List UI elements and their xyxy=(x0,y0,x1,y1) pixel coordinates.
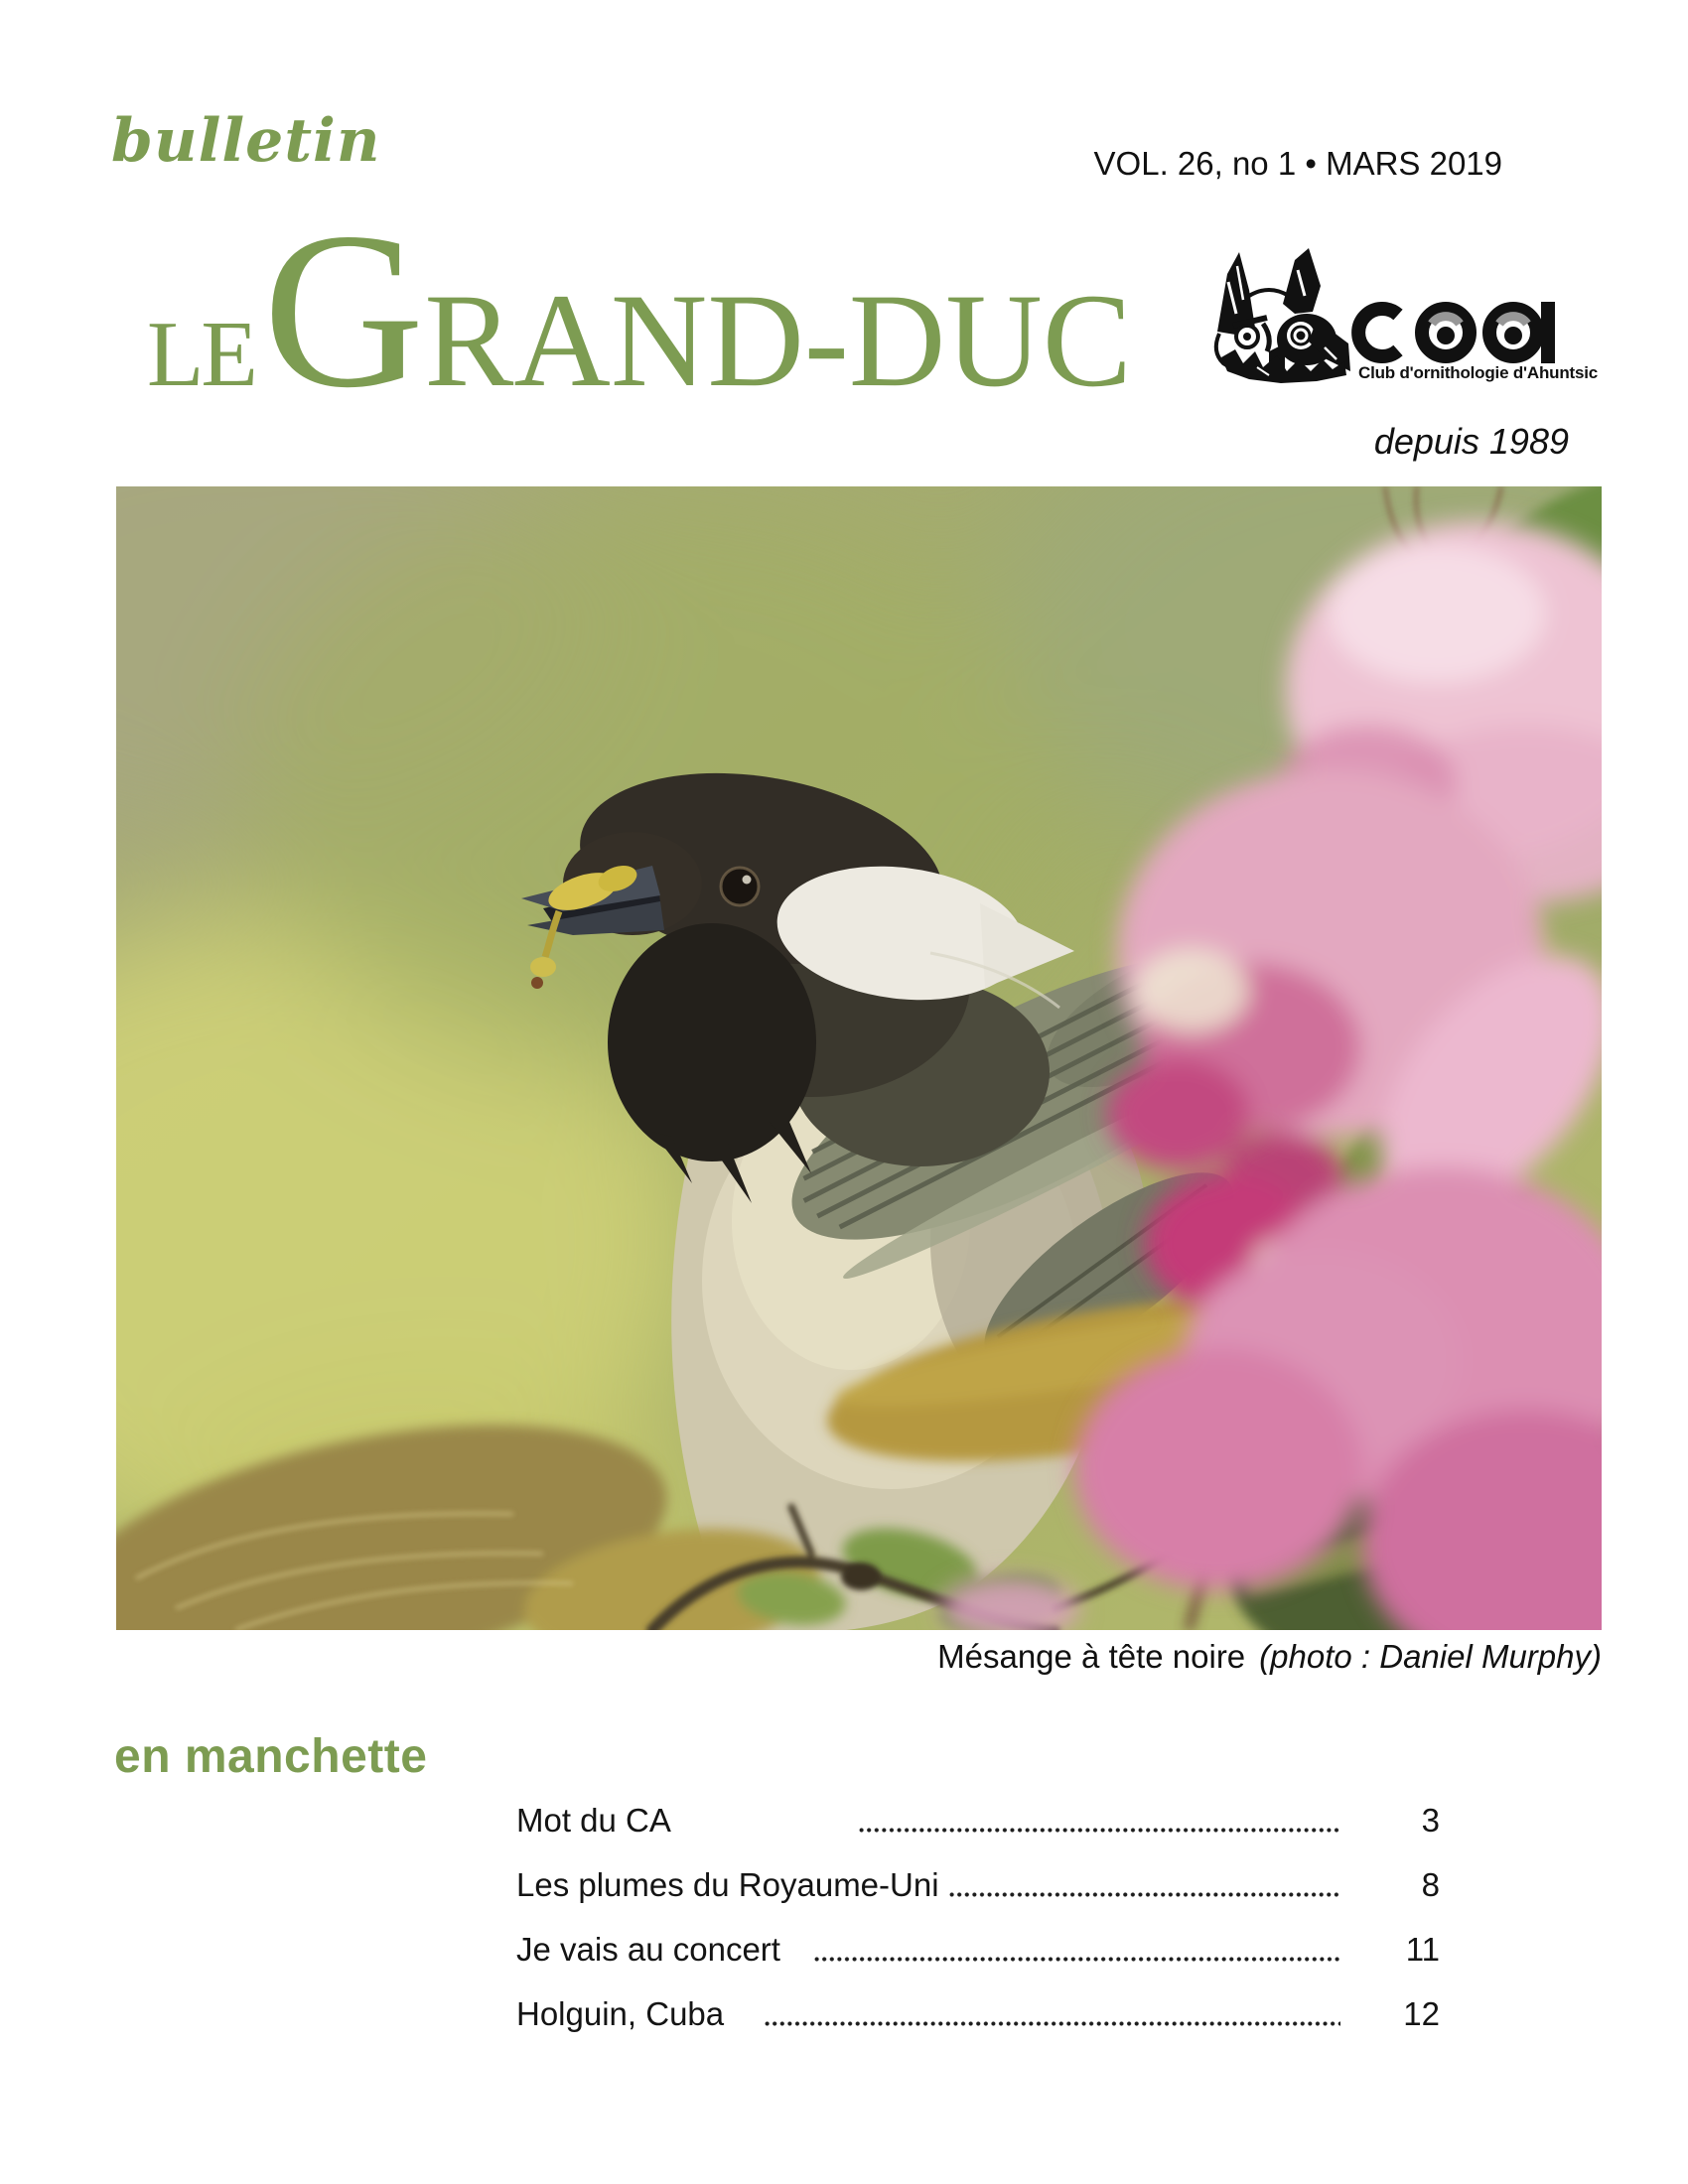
toc-leader-dots xyxy=(949,1891,1340,1898)
toc-item[interactable] xyxy=(516,1928,1440,1972)
toc-item[interactable] xyxy=(516,1863,1440,1907)
toc-item-page: 11 xyxy=(1405,1931,1440,1968)
issue-line: VOL. 26, no 1 • MARS 2019 xyxy=(1093,145,1502,182)
since-label: depuis 1989 xyxy=(1373,421,1569,462)
caption-species: Mésange à tête noire xyxy=(937,1638,1246,1675)
cover-photo xyxy=(116,486,1602,1630)
toc-heading: en manchette xyxy=(114,1730,428,1783)
club-logo xyxy=(1197,240,1615,409)
toc-leader-dots xyxy=(765,2020,1340,2027)
kicker: bulletin xyxy=(111,106,381,176)
club-name: Club d'ornithologie d'Ahuntsic xyxy=(1358,363,1598,382)
page-title xyxy=(147,186,1132,434)
toc-leader-dots xyxy=(814,1956,1340,1963)
toc-item-page: 12 xyxy=(1403,1995,1440,2032)
toc-item-label: Je vais au concert xyxy=(516,1931,780,1968)
chickadee-photo-illustration xyxy=(116,486,1602,1630)
photo-caption xyxy=(937,1638,1602,1676)
title-initial: G xyxy=(262,186,425,434)
caption-credit: (photo : Daniel Murphy) xyxy=(1259,1638,1602,1675)
toc-item[interactable] xyxy=(516,1799,1440,1843)
toc-item-label: Mot du CA xyxy=(516,1802,671,1839)
title-article: LE xyxy=(147,303,255,406)
toc-item[interactable] xyxy=(516,1992,1440,2036)
toc-item-page: 8 xyxy=(1421,1866,1440,1903)
toc-item-page: 3 xyxy=(1421,1802,1440,1839)
table-of-contents xyxy=(516,1799,1440,2057)
coa-wordmark-icon xyxy=(1346,300,1557,365)
toc-leader-dots xyxy=(859,1827,1340,1834)
owl-icon xyxy=(1197,240,1350,385)
title-rest: RAND-DUC xyxy=(424,267,1132,415)
toc-item-label: Holguin, Cuba xyxy=(516,1995,725,2032)
toc-item-label: Les plumes du Royaume-Uni xyxy=(516,1866,939,1903)
